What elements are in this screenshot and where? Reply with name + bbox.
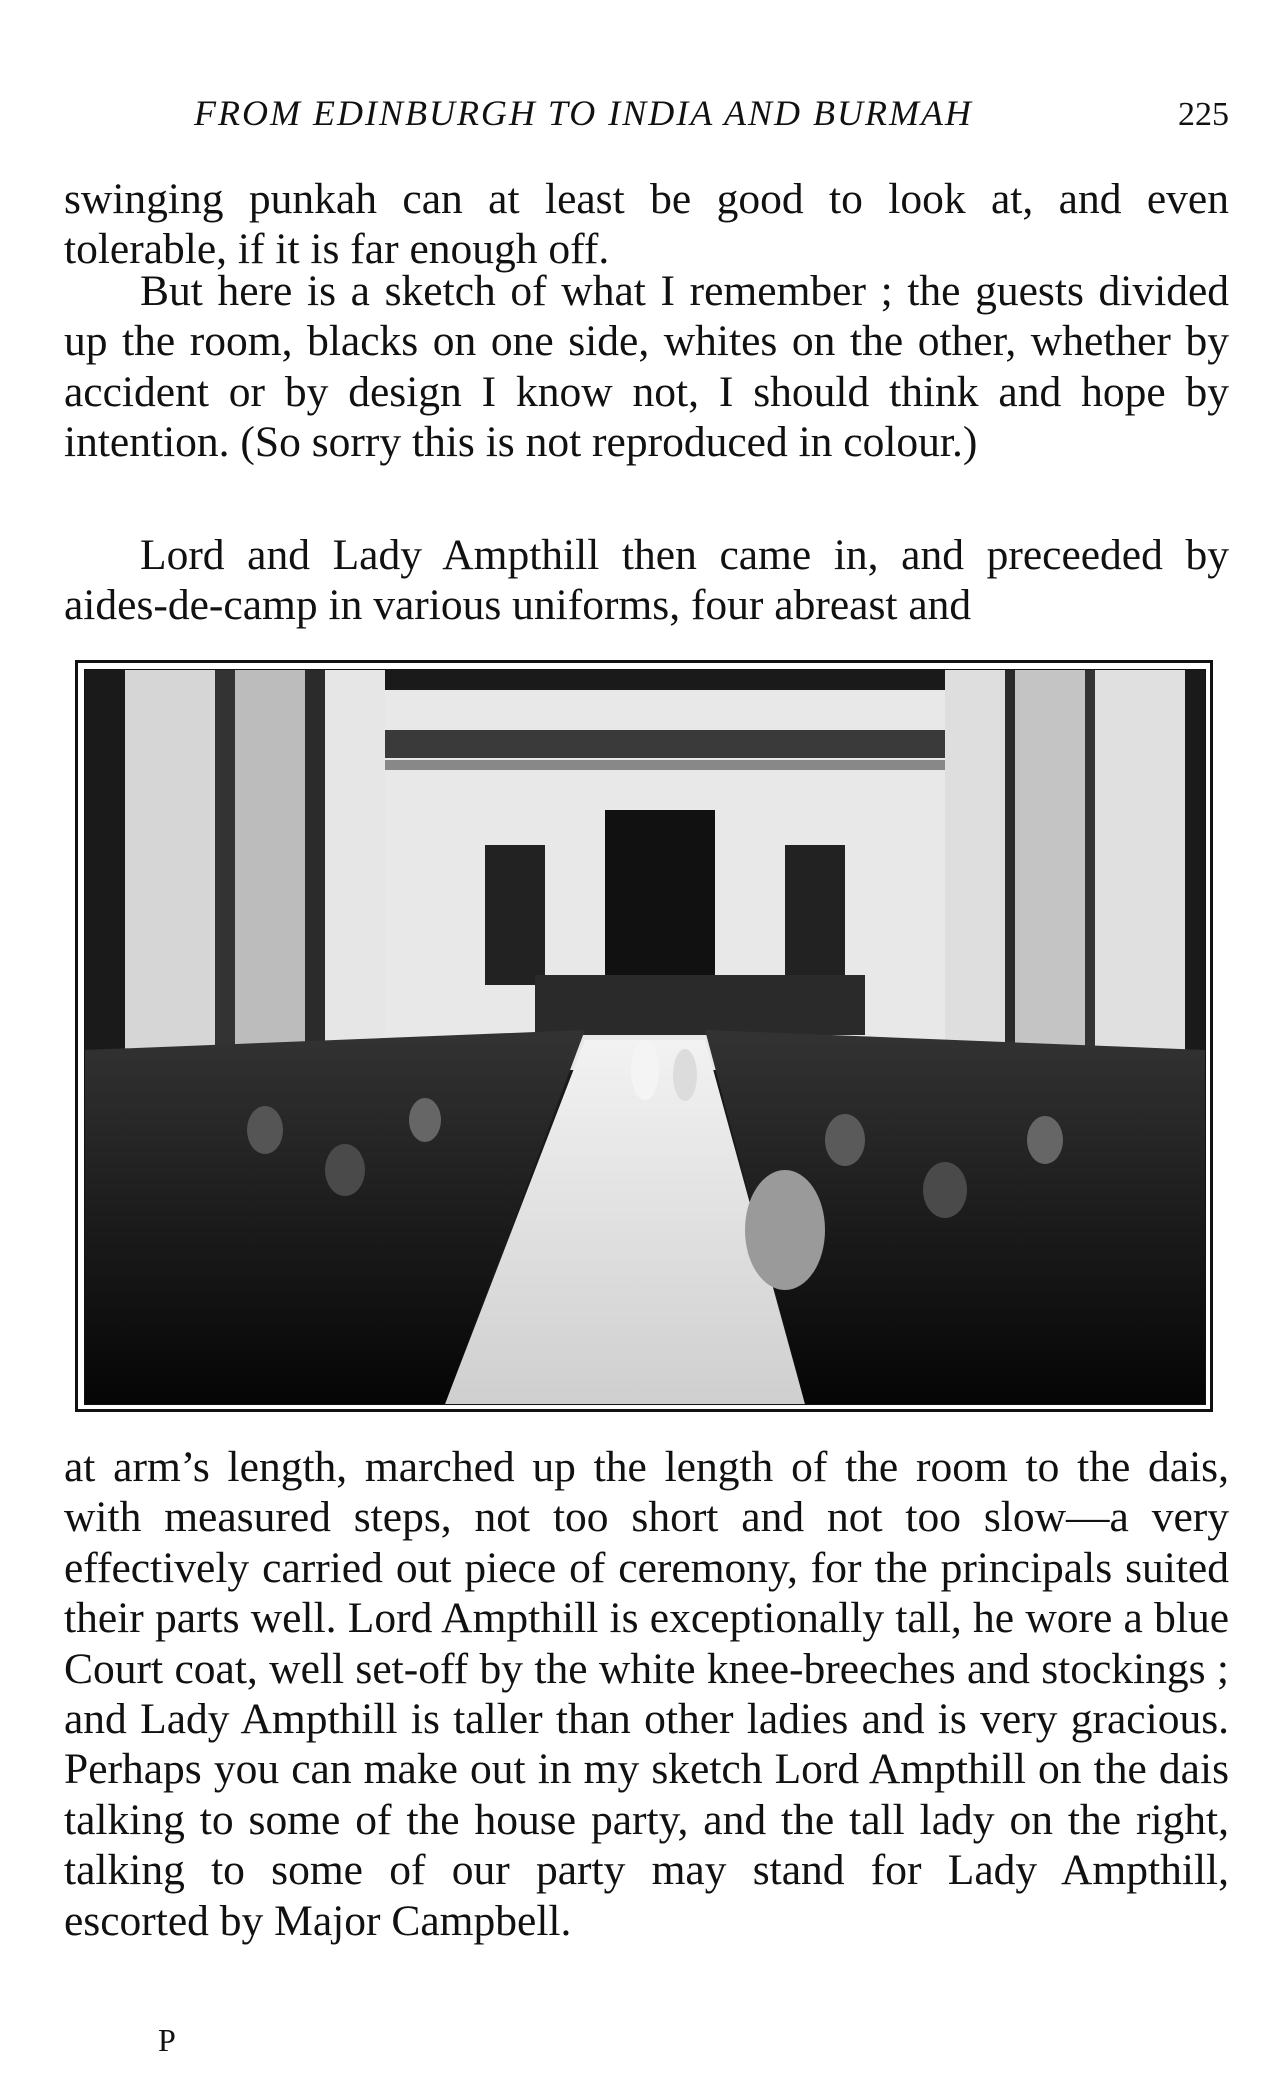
- paragraph-2: But here is a sketch of what I remember ; the guests divided up the room, blacks on one side, whites on the other, whether by accident or by design I know not, I should think and hope by intention. (So sorry this is not reproduced in colour.): [64, 267, 1229, 467]
- paragraph-3: Lord and Lady Ampthill then came in, and preceeded by aides-de-camp in various uniforms, four abreast and: [64, 531, 1229, 630]
- ballroom-sketch-image: [84, 669, 1206, 1405]
- sketch-illustration: [75, 660, 1213, 1412]
- page-number: 225: [1178, 96, 1229, 133]
- paragraph-1: swinging punkah can at least be good to look at, and even tolerable, if it is far enough off.: [64, 175, 1229, 274]
- running-head: [64, 92, 1229, 136]
- running-title: FROM EDINBURGH TO INDIA AND BURMAH: [194, 93, 973, 133]
- paragraph-4: at arm’s length, marched up the length of the room to the dais, with measured steps, not too short and not too slow—a very effectively carried out piece of ceremony, for the principals suited their parts well. Lord Ampthill is exceptionally tall, he wore a blue Court coat, well set-off by the white knee-breeches and stockings ; and Lady Ampthill is taller than other ladies and is very gracious. Perhaps you can make out in my sketch Lord Ampthill on the dais talking to some of the house party, and the tall lady on the right, talking to some of our party may stand for Lady Ampthill, escorted by Major Campbell.: [64, 1443, 1229, 1945]
- signature-mark: P: [158, 2022, 176, 2058]
